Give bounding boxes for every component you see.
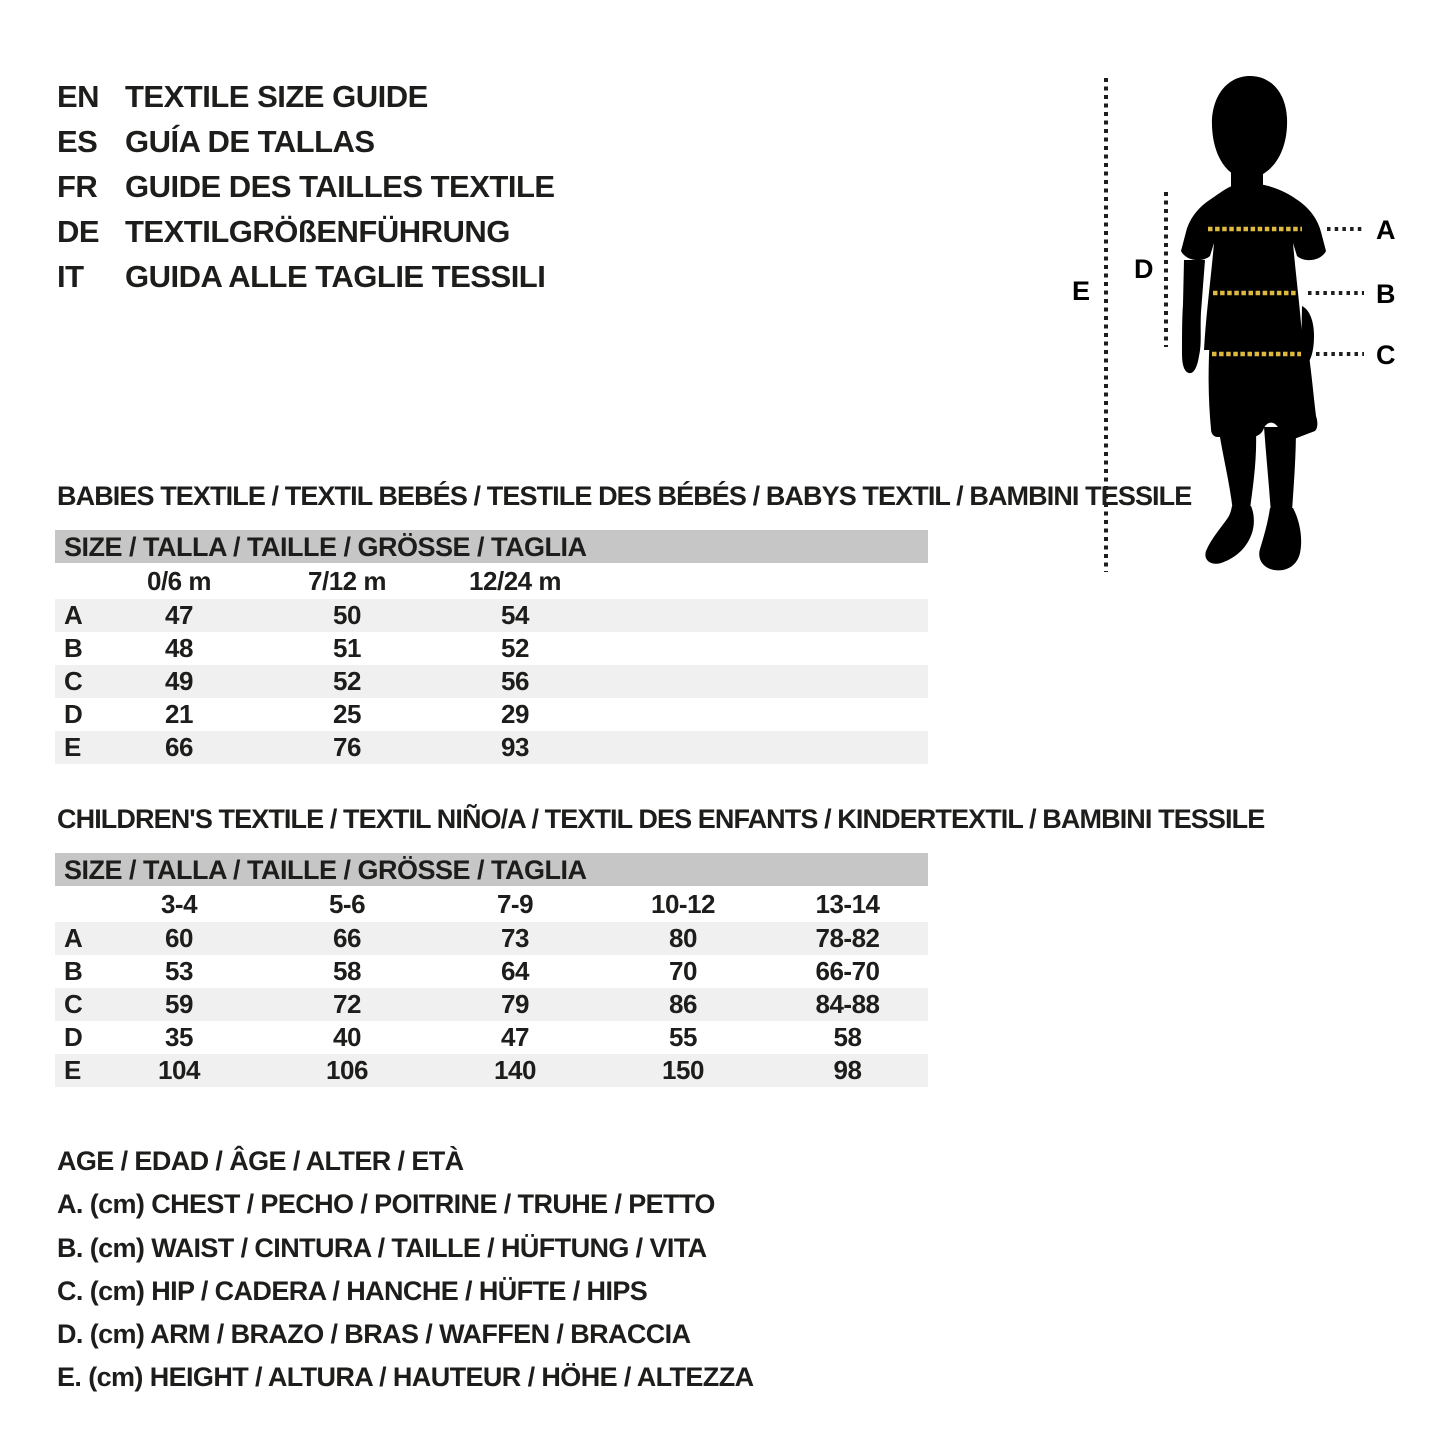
cell: 60: [165, 923, 193, 953]
cell: 29: [501, 699, 529, 729]
table-row: [55, 988, 928, 1021]
cell: 25: [333, 699, 361, 729]
cell: 98: [833, 1055, 862, 1085]
table-row: [55, 922, 928, 955]
row-label: E: [64, 1055, 81, 1085]
children-column-header: 10-12: [651, 888, 715, 919]
row-label: D: [64, 1022, 83, 1052]
cell: 150: [662, 1055, 704, 1085]
cell: 80: [669, 923, 697, 953]
cell: 79: [501, 989, 529, 1019]
cell: 140: [494, 1055, 536, 1085]
guide-title: GUÍA DE TALLAS: [125, 124, 375, 159]
table-row: [55, 731, 928, 764]
babies-size-header: SIZE / TALLA / TAILLE / GRÖSSE / TAGLIA: [55, 530, 928, 563]
row-label: E: [64, 732, 81, 762]
cell: 78-82: [815, 923, 880, 953]
language-title-row: [57, 254, 555, 299]
cell: 64: [501, 956, 529, 986]
language-code: ES: [57, 124, 98, 159]
children-column-header: 13-14: [815, 888, 880, 919]
silhouette-left-leg: [1219, 431, 1256, 512]
cell: 49: [165, 666, 193, 696]
waist-label: B: [1376, 279, 1396, 309]
cell: 70: [669, 956, 697, 986]
cell: 58: [333, 956, 361, 986]
cell: 55: [669, 1022, 697, 1052]
silhouette-shorts: [1209, 336, 1318, 439]
babies-column-header: 12/24 m: [469, 565, 561, 596]
row-label: C: [64, 989, 83, 1019]
row-label: A: [64, 923, 83, 953]
cell: 53: [165, 956, 193, 986]
table-row: [55, 1021, 928, 1054]
height-label: E: [1072, 276, 1091, 306]
cell: 76: [333, 732, 361, 762]
cell: 52: [501, 633, 529, 663]
measurement-legend: [57, 1140, 753, 1400]
table-row: [55, 698, 928, 731]
babies-column-header-row: [55, 563, 928, 599]
babies-size-table: [55, 530, 928, 764]
legend-age-line: AGE / EDAD / ÂGE / ALTER / ETÀ: [57, 1146, 464, 1176]
guide-title: GUIDA ALLE TAGLIE TESSILI: [125, 259, 546, 294]
cell: 86: [669, 989, 697, 1019]
language-code: IT: [57, 259, 84, 294]
cell: 47: [165, 600, 193, 630]
language-title-list: [57, 74, 555, 299]
cell: 106: [326, 1055, 368, 1085]
cell: 47: [501, 1022, 529, 1052]
row-label: C: [64, 666, 83, 696]
language-title-row: [57, 164, 555, 209]
cell: 104: [158, 1055, 200, 1085]
children-column-header: 7-9: [496, 888, 534, 919]
guide-title: TEXTILGRÖßENFÜHRUNG: [125, 214, 510, 249]
table-row: [55, 599, 928, 632]
arm-label: D: [1134, 254, 1154, 284]
silhouette-left-arm: [1182, 260, 1205, 373]
cell: 73: [501, 923, 529, 953]
table-row: [55, 1054, 928, 1087]
language-title-row: [57, 74, 555, 119]
guide-title: GUIDE DES TAILLES TEXTILE: [125, 169, 555, 204]
table-row: [55, 955, 928, 988]
row-label: D: [64, 699, 83, 729]
cell: 54: [501, 600, 529, 630]
cell: 35: [165, 1022, 193, 1052]
child-silhouette: [1181, 76, 1326, 570]
silhouette-right-leg: [1264, 427, 1296, 514]
language-code: EN: [57, 79, 100, 114]
cell: 52: [333, 666, 361, 696]
language-title-row: [57, 209, 555, 254]
silhouette-right-shoe: [1259, 508, 1301, 570]
children-column-header: 3-4: [160, 888, 198, 919]
legend-waist-line: B. (cm) WAIST / CINTURA / TAILLE / HÜFTUNG / VITA: [57, 1232, 707, 1263]
cell: 59: [165, 989, 193, 1019]
row-label: B: [64, 956, 83, 986]
guide-title: TEXTILE SIZE GUIDE: [125, 79, 428, 114]
cell: 21: [165, 699, 193, 729]
language-title-row: [57, 119, 555, 164]
cell: 40: [333, 1022, 361, 1052]
babies-column-header: 7/12 m: [308, 565, 386, 596]
hip-label: C: [1376, 340, 1396, 370]
legend-chest-line: A. (cm) CHEST / PECHO / POITRINE / TRUHE / PETTO: [57, 1189, 715, 1220]
cell: 50: [333, 600, 361, 630]
children-column-header-row: [55, 886, 928, 922]
cell: 56: [501, 666, 529, 696]
children-section-heading: CHILDREN'S TEXTILE / TEXTIL NIÑO/A / TEXTIL DES ENFANTS / KINDERTEXTIL / BAMBINI TESSILE: [57, 804, 1265, 834]
language-code: FR: [57, 169, 98, 204]
cell: 66: [165, 732, 193, 762]
legend-hip-line: C. (cm) HIP / CADERA / HANCHE / HÜFTE / HIPS: [57, 1275, 648, 1306]
cell: 93: [501, 732, 529, 762]
cell: 58: [833, 1022, 862, 1052]
babies-section-heading: BABIES TEXTILE / TEXTIL BEBÉS / TESTILE DES BÉBÉS / BABYS TEXTIL / BAMBINI TESSILE: [57, 481, 1192, 511]
cell: 51: [333, 633, 361, 663]
cell: 66: [333, 923, 361, 953]
chest-label: A: [1376, 215, 1396, 245]
silhouette-left-shoe: [1205, 506, 1254, 564]
row-label: B: [64, 633, 83, 663]
row-label: A: [64, 600, 83, 630]
children-column-header: 5-6: [328, 888, 366, 919]
legend-arm-line: D. (cm) ARM / BRAZO / BRAS / WAFFEN / BRACCIA: [57, 1319, 691, 1350]
babies-column-header: 0/6 m: [147, 565, 211, 596]
cell: 48: [165, 633, 193, 663]
cell: 84-88: [815, 989, 880, 1019]
cell: 66-70: [815, 956, 880, 986]
table-row: [55, 665, 928, 698]
legend-height-line: E. (cm) HEIGHT / ALTURA / HAUTEUR / HÖHE / ALTEZZA: [57, 1362, 754, 1393]
children-size-table: [55, 853, 928, 1087]
table-row: [55, 632, 928, 665]
children-size-header: SIZE / TALLA / TAILLE / GRÖSSE / TAGLIA: [55, 853, 928, 886]
cell: 72: [333, 989, 361, 1019]
language-code: DE: [57, 214, 100, 249]
